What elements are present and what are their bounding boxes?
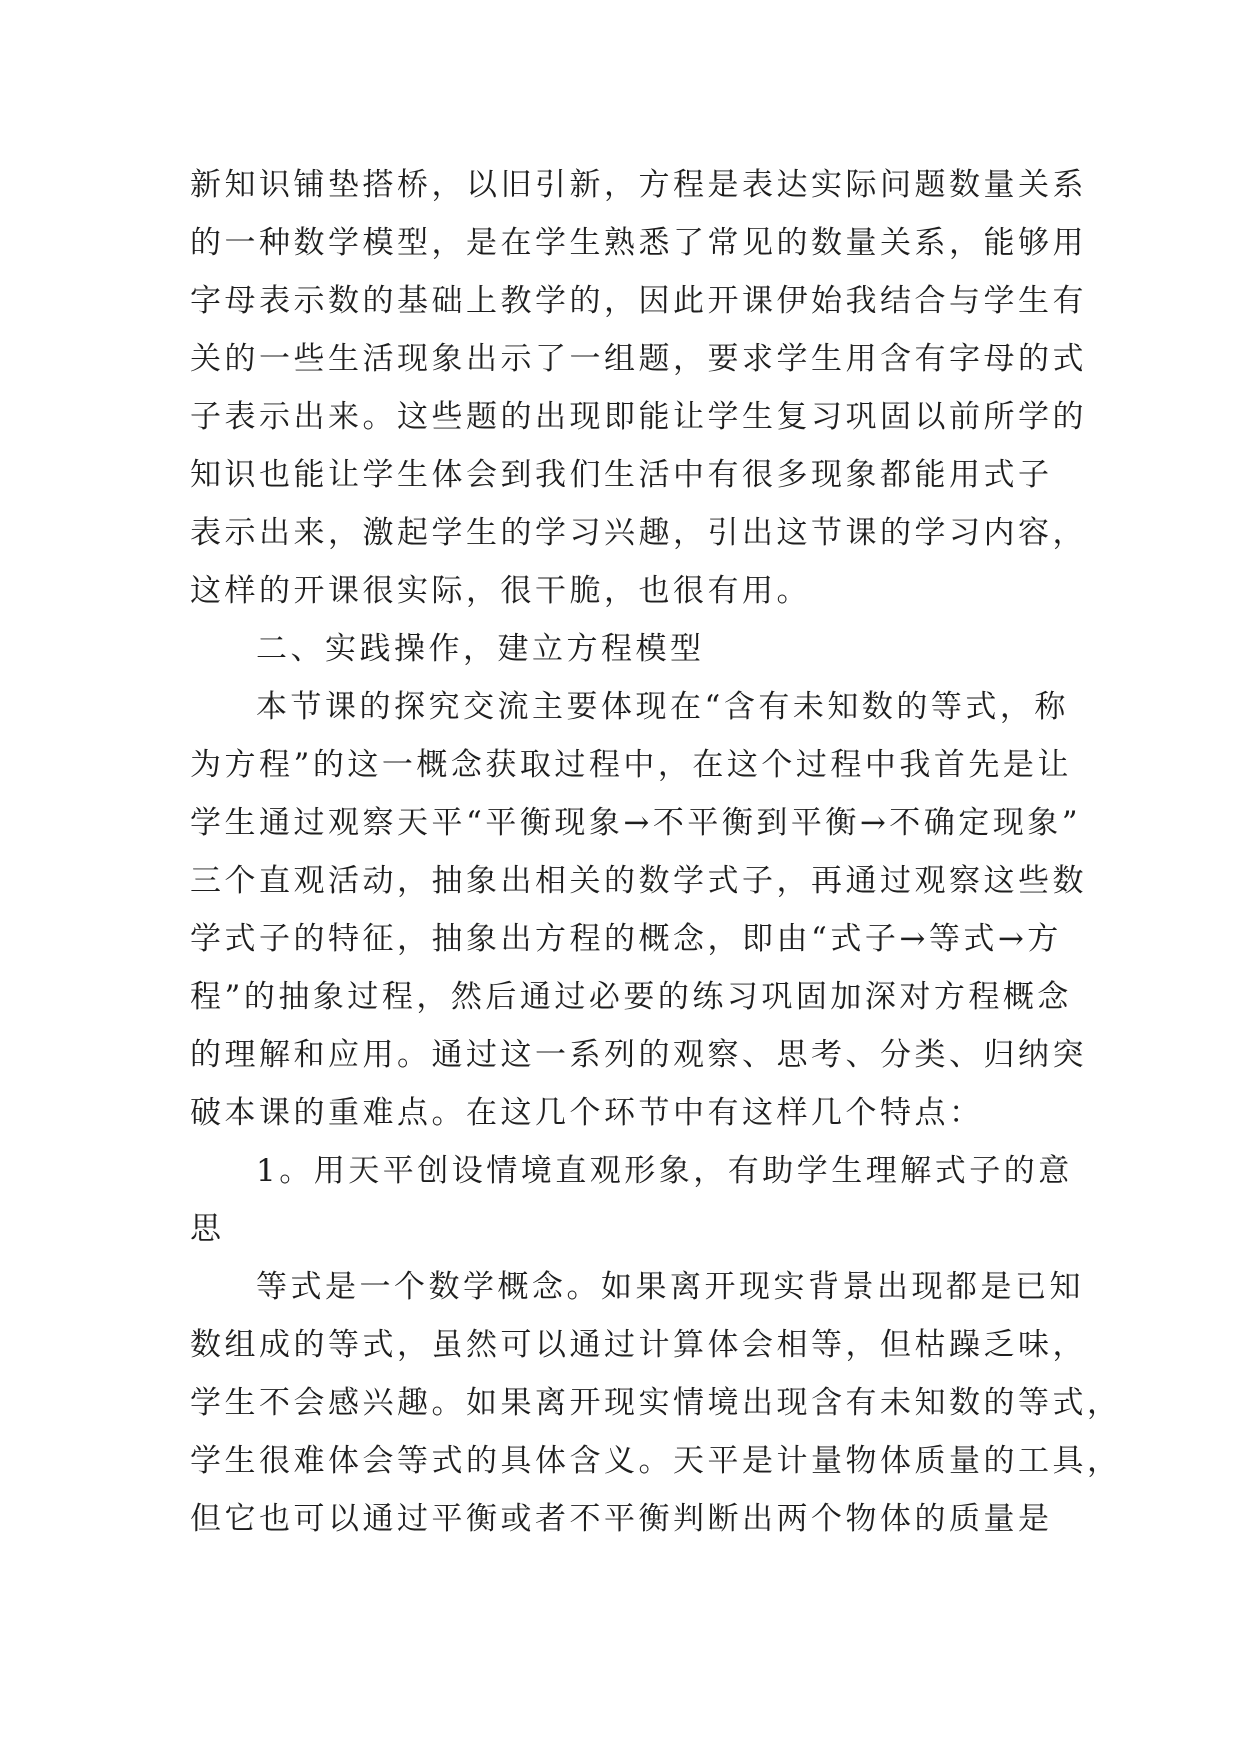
text-line: 为方程”的这一概念获取过程中，在这个过程中我首先是让 (190, 747, 1072, 783)
text-line: 三个直观活动，抽象出相关的数学式子，再通过观察这些数 (190, 863, 1087, 899)
text-line: 字母表示数的基础上教学的，因此开课伊始我结合与学生有 (190, 283, 1087, 319)
text-line: 破本课的重难点。在这几个环节中有这样几个特点： (190, 1095, 984, 1131)
text-line: 新知识铺垫搭桥，以旧引新，方程是表达实际问题数量关系 (190, 167, 1087, 203)
text-line: 本节课的探究交流主要体现在“含有未知数的等式，称 (256, 689, 1069, 725)
text-line: 思 (190, 1211, 225, 1247)
text-line: 1。用天平创设情境直观形象，有助学生理解式子的意 (256, 1153, 1073, 1189)
text-line: 数组成的等式，虽然可以通过计算体会相等，但枯躁乏味， (190, 1327, 1087, 1363)
text-line: 等式是一个数学概念。如果离开现实背景出现都是已知 (256, 1269, 1084, 1305)
text-line: 学生通过观察天平“平衡现象→不平衡到平衡→不确定现象” (190, 805, 1082, 841)
text-line: 二、实践操作，建立方程模型 (256, 631, 705, 667)
text-line: 关的一些生活现象出示了一组题，要求学生用含有字母的式 (190, 341, 1087, 377)
text-line: 但它也可以通过平衡或者不平衡判断出两个物体的质量是 (190, 1501, 1053, 1537)
text-line: 学生不会感兴趣。如果离开现实情境出现含有未知数的等式， (190, 1385, 1122, 1421)
text-line: 学式子的特征，抽象出方程的概念，即由“式子→等式→方 (190, 921, 1062, 957)
text-line: 的一种数学模型，是在学生熟悉了常见的数量关系，能够用 (190, 225, 1087, 261)
document-body (190, 156, 1122, 1548)
text-line: 程”的抽象过程，然后通过必要的练习巩固加深对方程概念 (190, 979, 1072, 1015)
text-line: 学生很难体会等式的具体含义。天平是计量物体质量的工具， (190, 1443, 1122, 1479)
text-line: 这样的开课很实际，很干脆，也很有用。 (190, 573, 811, 609)
text-line: 知识也能让学生体会到我们生活中有很多现象都能用式子 (190, 457, 1053, 493)
text-line: 的理解和应用。通过这一系列的观察、思考、分类、归纳突 (190, 1037, 1087, 1073)
text-line: 子表示出来。这些题的出现即能让学生复习巩固以前所学的 (190, 399, 1087, 435)
text-line: 表示出来，激起学生的学习兴趣，引出这节课的学习内容， (190, 515, 1087, 551)
